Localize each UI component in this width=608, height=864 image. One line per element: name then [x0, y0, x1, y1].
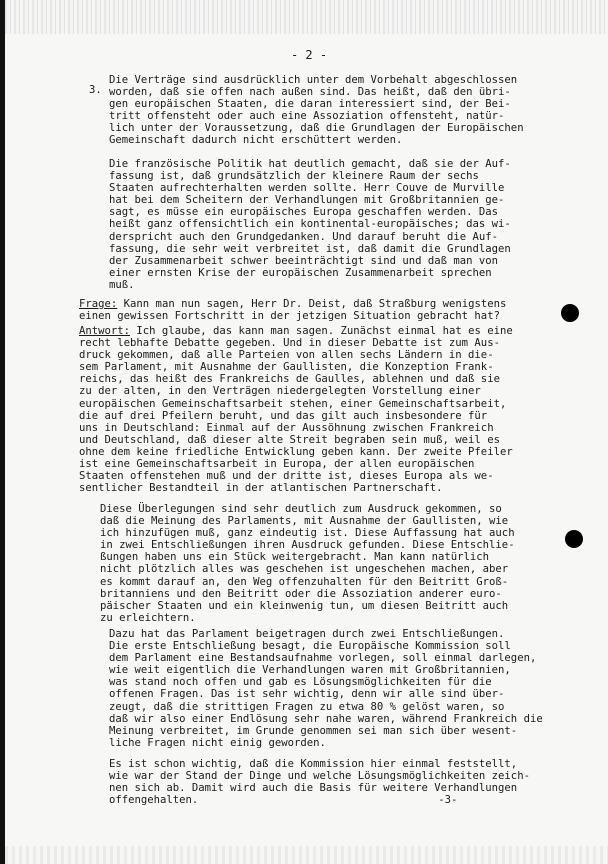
text-line: Die Verträge sind ausdrücklich unter dem Vorbehalt abgeschlossen: [109, 74, 518, 86]
text-line: Gemeinschaft dadurch nicht erschüttert werden.: [109, 134, 403, 147]
text-line: einer ernsten Krise der europäischen Zusammenarbeit sprechen: [109, 266, 492, 279]
text-line: Die französische Politik hat deutlich gemacht, daß sie der Auf-: [109, 158, 511, 170]
text-line: lich unter der Voraussetzung, daß die Grundlagen der Europäischen: [109, 122, 524, 135]
question-line: [79, 298, 506, 310]
text-line: nen sich ab. Damit wird auch die Basis für weitere Verhandlungen: [109, 782, 518, 795]
answer-text: Ich glaube, das kann man sagen. Zunächst einmal hat es eine: [136, 325, 513, 337]
text-line: in zwei Entschließungen ihren Ausdruck gefunden. Diese Entschlie-: [100, 539, 515, 552]
text-line: reichs, das heißt des Frankreichs de Gaulles, ablehnen und daß sie: [79, 373, 500, 386]
text-line: tritt offensteht oder auch eine Assoziation offensteht, natür-: [109, 110, 505, 123]
text-line: Die erste Entschließung besagt, die Europäische Kommission soll: [109, 640, 511, 653]
text-line: druck gekommen, daß alle Parteien von allen sechs Ländern in die-: [79, 349, 494, 362]
answer-block: [79, 325, 513, 494]
text-line: zu der alten, in den Verträgen niedergelegten Vorstellung einer: [79, 385, 481, 398]
text-line: Dazu hat das Parlament beigetragen durch zwei Entschließungen.: [109, 628, 505, 640]
text-line: Meinung verbreitet, im Grunde genommen sei man sich über wesent-: [109, 724, 518, 737]
text-line: hat bei dem Scheitern der Verhandlungen mit Großbritannien ge-: [109, 194, 505, 207]
text-line: muß.: [109, 278, 135, 291]
text-line: derspricht auch den Grundgedanken. Und darauf beruht die Auf-: [109, 230, 499, 243]
text-line: worden, daß sie offen nach außen sind. Das heißt, daß den übri-: [109, 86, 511, 99]
paragraph-commission: [109, 758, 530, 806]
answer-line: [79, 325, 513, 337]
text-line: was stand noch offen und gab es Lösungsmöglichkeiten für die: [109, 676, 492, 689]
text-line: es kommt darauf an, den Weg offenzuhalten für den Beitritt Groß-: [100, 575, 509, 588]
next-page-marker: -3-: [438, 794, 458, 807]
text-line: uns in Deutschland: Einmal auf der Aussöhnung zwischen Frankreich: [79, 421, 494, 434]
paragraph-resolutions: [109, 628, 543, 749]
punch-hole-mark: [565, 530, 583, 548]
paragraph-french-policy: [109, 158, 511, 291]
text-line: sagt, es müsse ein europäisches Europa geschaffen werden. Das: [109, 206, 499, 219]
text-line: zu erleichtern.: [100, 611, 196, 624]
text-line: offenen Fragen. Das ist sehr wichtig, denn wir alle sind über-: [109, 688, 505, 701]
text-line: fassung, die sehr weit verbreitet ist, daß damit die Grundlagen: [109, 242, 511, 255]
text-line: die auf drei Pfeilern beruht, und das gilt auch insbesondere für: [79, 409, 488, 422]
text-line: ßungen haben uns ein Stück weitergebracht. Man kann natürlich: [100, 551, 490, 564]
text-line: wie war der Stand der Dinge und welche Lösungsmöglichkeiten zeich-: [109, 770, 530, 783]
text-line: zeugt, daß die strittigen Fragen zu etwa 80 % gelöst waren, so: [109, 700, 505, 713]
question-text: Kann man nun sagen, Herr Dr. Deist, daß Straßburg wenigstens: [123, 298, 507, 310]
question-label: Frage:: [79, 298, 118, 310]
text-line: sem Parlament, mit Ausnahme der Gaullisten, die Konzeption Frank-: [79, 361, 494, 374]
answer-label: Antwort:: [79, 325, 131, 337]
text-line: europäischen Gemeinschaftsarbeit stehen, einer Gemeinschaftsarbeit,: [79, 397, 507, 410]
text-line: ist eine Gemeinschaftsarbeit in Europa, der allen europäischen: [79, 458, 475, 471]
text-line: fassung ist, daß grundsätzlich der kleinere Raum der sechs: [109, 170, 479, 183]
scan-noise-top: [5, 0, 608, 34]
item-number: 3.: [89, 84, 102, 96]
text-line: Staaten offenstehen muß und der dritte ist, dieses Europa als we-: [79, 470, 494, 483]
text-line: Es ist schon wichtig, daß die Kommission hier einmal feststellt,: [109, 758, 518, 770]
paragraph-parliament-opinion: [100, 503, 515, 624]
text-line: ohne dem keine friedliche Entwicklung geben kann. Der zweite Pfeiler: [79, 445, 513, 458]
text-fragment: offengehalten.: [109, 794, 199, 807]
text-line: päischer Staaten und ein kleinwenig tun, um diesen Beitritt auch: [100, 599, 509, 612]
question-block: [79, 298, 506, 322]
punch-hole-mark: [561, 304, 579, 322]
text-line: [109, 794, 530, 806]
paragraph-treaty-openness: [109, 74, 524, 147]
text-line: wie weit eigentlich die Verhandlungen waren mit Großbritannien,: [109, 664, 511, 677]
text-line: und Deutschland, daß dieser alte Streit begraben sein muß, weil es: [79, 433, 500, 446]
text-line: daß die Meinung des Parlaments, mit Ausnahme der Gaullisten, wie: [100, 515, 509, 528]
text-line: Diese Überlegungen sind sehr deutlich zum Ausdruck gekommen, so: [100, 503, 502, 515]
text-line: gen europäischen Staaten, die daran interessiert sind, der Bei-: [109, 98, 511, 111]
text-line: sentlicher Bestandteil in der atlantischen Partnerschaft.: [79, 482, 443, 495]
text-line: recht lebhafte Debatte gegeben. Und in dieser Debatte ist zum Aus-: [79, 337, 500, 350]
text-line: nicht plötzlich alles was geschehen ist ungeschehen machen, aber: [100, 563, 509, 576]
question-line: einen gewissen Fortschritt in der jetzigen Situation gebracht hat?: [79, 310, 500, 323]
text-line: daß wir also einer Endlösung sehr nahe waren, während Frankreich die: [109, 712, 543, 725]
text-line: ich hinzufügen muß, ganz eindeutig ist. Diese Auffassung hat auch: [100, 527, 515, 540]
text-line: der Zusammenarbeit schwer beeinträchtigt sind und daß man von: [109, 254, 499, 267]
text-line: heißt ganz offensichtlich ein kontinental-europäisches; das wi-: [109, 218, 511, 231]
scan-noise-bottom: [5, 846, 608, 864]
page-number: - 2 -: [290, 48, 328, 62]
text-line: britanniens und den Beitritt oder die Assoziation anderer euro-: [100, 587, 502, 600]
text-line: Staaten aufrechterhalten werden sollte. Herr Couve de Murville: [109, 182, 505, 195]
text-line: dem Parlament eine Bestandsaufnahme vorlegen, soll einmal darlegen,: [109, 652, 537, 665]
text-line: liche Fragen nicht einig geworden.: [109, 736, 326, 749]
